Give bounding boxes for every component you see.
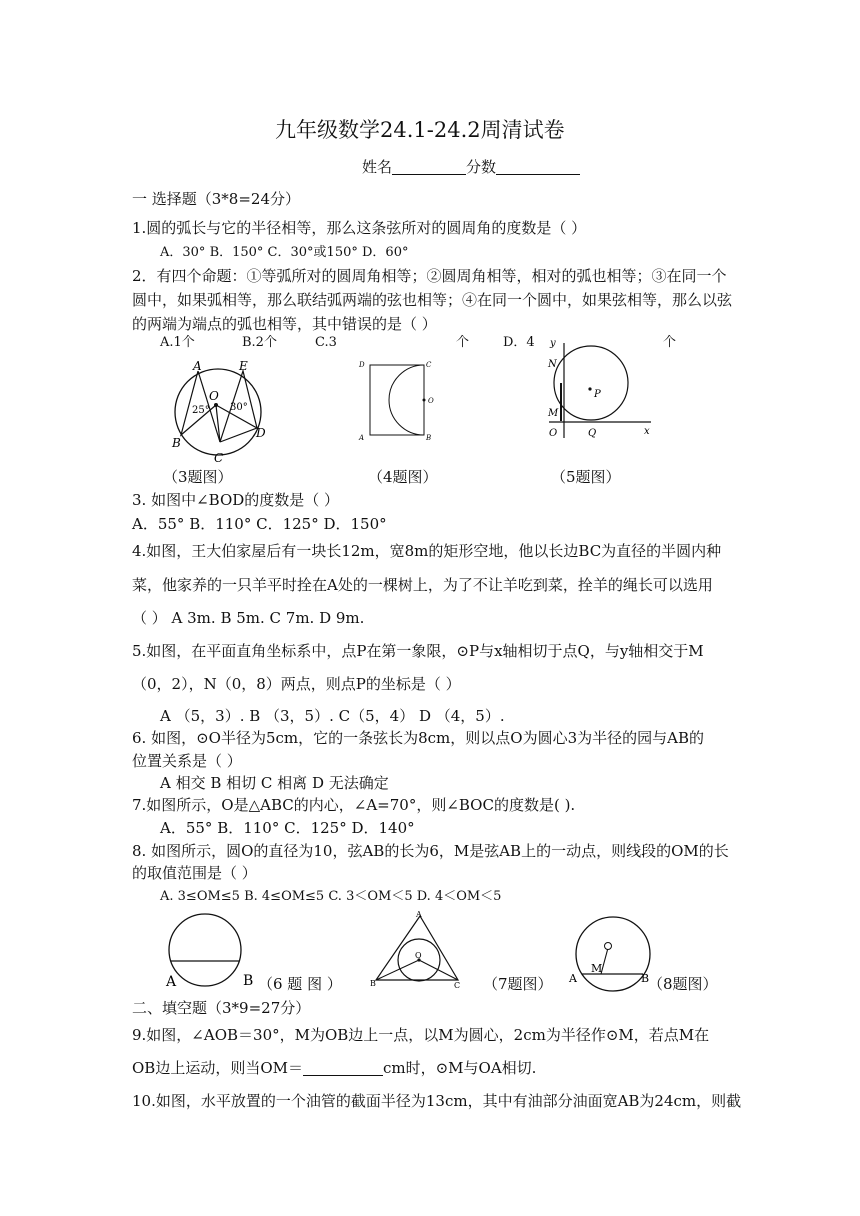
question-9-answer-field[interactable] <box>303 1059 383 1076</box>
section-fill: 二、填空题（3*9=27分） <box>132 999 311 1017</box>
fig4-semicircle <box>389 365 424 435</box>
question-9-line-2 <box>132 1058 536 1078</box>
fig3-center-dot <box>214 403 218 407</box>
question-2-line-1: 2．有四个命题：①等弧所对的圆周角相等；②圆周角相等，相对的弧也相等；③在同一个 <box>132 267 727 285</box>
fig4-rect <box>370 365 424 435</box>
question-2-option-d-unit: 个 <box>663 335 677 350</box>
figure-8-caption: （8题图） <box>648 975 718 993</box>
question-6-line-2: 位置关系是（ ） <box>132 752 242 770</box>
fig3-label-d: D <box>256 426 266 440</box>
question-1-options: A．30° B．150° C．30°或150° D．60° <box>160 245 409 260</box>
score-label: 分数 <box>466 158 497 176</box>
fig8-label-m: M <box>591 962 603 975</box>
figure-7-caption: （7题图） <box>483 975 553 993</box>
fig5-label-n: N <box>548 359 557 370</box>
question-4-line-1: 4.如图，王大伯家屋后有一块长12m，宽8m的矩形空地，他以长边BC为直径的半圆内种 <box>132 542 722 560</box>
question-5-line-1: 5.如图，在平面直角坐标系中，点P在第一象限，⊙P与x轴相切于点Q，与y轴相交于M <box>132 642 704 660</box>
question-4-options: （ ） A 3m. B 5m. C 7m. D 9m. <box>132 609 365 627</box>
question-2-option-b: B.2个 <box>242 335 277 350</box>
fig4-label-a: A <box>359 434 365 442</box>
question-1: 1.圆的弧长与它的半径相等，那么这条弦所对的圆周角的度数是（ ） <box>132 219 587 237</box>
question-6-options: A 相交 B 相切 C 相离 D 无法确定 <box>160 774 389 792</box>
page-title: 九年级数学24.1-24.2周清试卷 <box>275 118 565 142</box>
question-5-line-2: （0，2），N（0，8）两点，则点P的坐标是（ ） <box>132 675 461 693</box>
fig6-circle <box>169 914 241 986</box>
fig3-circle <box>175 369 261 455</box>
question-5-options: A （5，3）. B （3，5）. C（5，4） D （4，5）. <box>160 707 505 725</box>
fig3-angle-25: 25° <box>192 405 210 416</box>
fig4-label-o: O <box>428 397 434 405</box>
question-9-text-a: OB边上运动，则当OM＝ <box>132 1059 303 1077</box>
name-label: 姓名 <box>362 158 393 176</box>
question-2-option-d: D．4 <box>503 335 535 350</box>
figure-6-caption: （6 题 图 ） <box>258 975 342 993</box>
question-9-line-1: 9.如图，∠AOB＝30°，M为OB边上一点，以M为圆心，2cm为半径作⊙M，若点M在 <box>132 1026 710 1044</box>
section-choice: 一 选择题（3*8=24分） <box>132 190 301 208</box>
figure-5-caption: （5题图） <box>551 468 621 486</box>
question-3-options: A．55° B．110° C．125° D．150° <box>132 515 387 533</box>
figure-3-caption: （3题图） <box>163 468 233 486</box>
fig7-label-o: O <box>415 951 422 960</box>
fig5-label-y: y <box>550 338 556 349</box>
fig7-label-a: A <box>416 910 422 919</box>
fig4-label-b: B <box>426 434 432 442</box>
fig5-label-m: M <box>548 408 559 419</box>
figure-6 <box>160 910 260 990</box>
fig5-center-dot <box>588 387 591 390</box>
fig5-label-p: P <box>594 389 601 400</box>
fig8-center-o <box>605 943 612 950</box>
fig3-label-c: C <box>214 451 224 465</box>
question-4-line-2: 菜，他家养的一只羊平时拴在A处的一棵树上，为了不让羊吃到菜，拴羊的绳长可以选用 <box>132 576 713 594</box>
fig3-angle-30: 30° <box>230 402 248 413</box>
question-8-line-1: 8. 如图所示，圆O的直径为10，弦AB的长为6，M是弦AB上的一动点，则线段的OM的长 <box>132 842 729 860</box>
name-field[interactable] <box>392 158 466 175</box>
score-field[interactable] <box>496 158 580 175</box>
fig7-triangle <box>376 916 458 980</box>
figure-4 <box>356 356 438 446</box>
fig3-label-b: B <box>172 436 181 450</box>
question-2-option-a: A.1个 <box>160 335 195 350</box>
question-7-options: A．55° B．110° C．125° D．140° <box>160 819 415 837</box>
fig5-label-q: Q <box>588 428 597 439</box>
fig3-label-e: E <box>239 359 248 373</box>
question-9-text-b: cm时，⊙M与OA相切. <box>382 1059 537 1077</box>
question-2-line-3: 的两端为端点的弧也相等，其中错误的是（ ） <box>132 315 437 333</box>
question-8-line-2: 的取值范围是（ ） <box>132 864 257 882</box>
fig8-label-a: A <box>569 972 577 985</box>
fig4-label-c: C <box>426 361 432 369</box>
name-score-line <box>362 157 580 177</box>
fig8-circle <box>576 917 650 991</box>
figure-8 <box>568 910 656 994</box>
fig6-label-a: A <box>166 974 177 990</box>
question-2-option-c-unit: 个 <box>456 335 470 350</box>
figure-5 <box>543 335 655 443</box>
figure-3 <box>168 358 272 468</box>
figure-4-caption: （4题图） <box>368 468 438 486</box>
fig3-label-a: A <box>193 359 202 373</box>
fig7-label-b: B <box>370 979 376 988</box>
question-3: 3. 如图中∠BOD的度数是（ ） <box>132 491 340 509</box>
fig4-label-d: D <box>359 361 365 369</box>
fig4-center-dot <box>423 399 426 402</box>
question-7: 7.如图所示，O是△ABC的内心，∠A=70°，则∠BOC的度数是( ). <box>132 796 576 814</box>
fig5-label-o: O <box>549 428 558 439</box>
fig5-circle <box>554 346 628 420</box>
question-6-line-1: 6. 如图，⊙O半径为5cm，它的一条弦长为8cm，则以点O为圆心3为半径的园与AB的 <box>132 729 704 747</box>
fig5-label-x: x <box>644 426 650 437</box>
figure-7 <box>368 910 462 990</box>
fig7-label-c: C <box>454 981 461 990</box>
question-10: 10.如图，水平放置的一个油管的截面半径为13cm，其中有油部分油面宽AB为24cm，则截 <box>132 1092 742 1110</box>
question-2-line-2: 圆中，如果弧相等，那么联结弧两端的弦也相等；④在同一个圆中，如果弦相等，那么以弦 <box>132 291 733 309</box>
fig6-label-b: B <box>243 973 254 989</box>
question-2-option-c: C.3 <box>315 335 337 350</box>
fig8-label-b: B <box>641 972 650 985</box>
question-8-options: A. 3≤OM≤5 B. 4≤OM≤5 C. 3＜OM＜5 D. 4＜OM＜5 <box>160 889 502 904</box>
fig3-label-o: O <box>209 389 219 403</box>
